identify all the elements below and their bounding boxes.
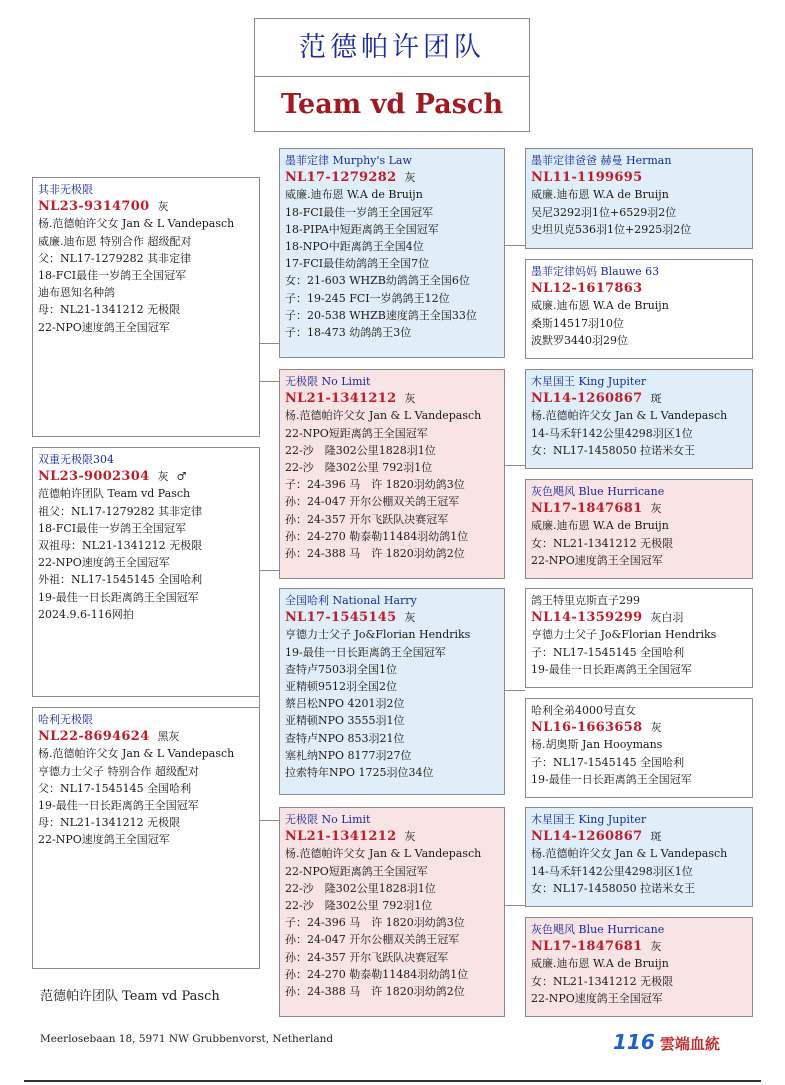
info-line: 22-NPO速度鸽王全国冠军: [38, 833, 170, 847]
logo-number: 116: [613, 1030, 655, 1054]
bird-name: 全国哈利 National Harry: [285, 594, 417, 607]
info-line: 22-沙 隆302公里 792羽1位: [285, 899, 433, 913]
info-line: 14-马禾轩142公里4298羽区1位: [531, 426, 693, 440]
bird-card-g1: [525, 148, 753, 249]
info-line: 杨.范德帕许父女 Jan & L Vandepasch: [38, 217, 235, 231]
info-line: 22-NPO速度鸽王全国冠军: [38, 556, 170, 570]
info-line: 22-沙 隆302公里 792羽1位: [285, 461, 433, 475]
bird-card-g6: [525, 698, 753, 798]
info-line: 22-NPO短距离鸽王全国冠军: [285, 426, 428, 440]
info-line: 22-沙 隆302公里1828羽1位: [285, 881, 436, 895]
bird-name: 无极限 No Limit: [285, 813, 371, 826]
bird-card-sire2: [279, 588, 505, 795]
connector: [504, 905, 525, 906]
info-line: 威廉.迪布恩 W.A de Bruijn: [531, 957, 669, 971]
bird-name: 灰色飓风 Blue Hurricane: [531, 485, 665, 498]
info-line: 母：NL21-1341212 无极限: [38, 303, 181, 317]
bird-name: 其非无极限: [38, 183, 93, 196]
info-line: 2024.9.6-116网拍: [38, 607, 134, 621]
ring-number: NL23-9314700: [38, 199, 150, 215]
bird-card-g3: [525, 369, 753, 469]
bird-name: 双重无极限304: [38, 453, 114, 466]
bird-name: 鸽王特里克斯直子299: [531, 594, 640, 607]
info-line: 杨.范德帕许父女 Jan & L Vandepasch: [531, 847, 728, 861]
info-line: 19-最佳一日长距离鸽王全国冠军: [38, 799, 199, 813]
bird-color: 斑: [650, 392, 662, 406]
bird-color: 灰: [650, 502, 662, 516]
bird-card-dam1: [279, 369, 505, 579]
connector: [504, 245, 525, 246]
sex-icon: ♂: [176, 470, 187, 484]
info-line: 桑斯14517羽10位: [531, 316, 624, 330]
info-line: 22-沙 隆302公里1828羽1位: [285, 443, 436, 457]
info-line: 19-最佳一日长距离鸽王全国冠军: [38, 590, 199, 604]
info-line: 亨德力士父子 特别合作 超级配对: [38, 764, 199, 778]
info-line: 女：21-603 WHZB幼鸽鸽王全国6位: [285, 274, 470, 288]
info-line: 孙：24-388 马 许 1820羽幼鸽2位: [285, 547, 465, 561]
info-line: 14-马禾轩142公里4298羽区1位: [531, 864, 693, 878]
info-line: 18-FCI最佳一岁鸽王全国冠军: [38, 521, 187, 535]
ring-number: NL17-1847681: [531, 939, 643, 955]
info-line: 迪布恩知名种鸽: [38, 286, 115, 300]
ring-number: NL21-1341212: [285, 829, 397, 845]
ring-number: NL14-1260867: [531, 829, 643, 845]
bird-color: 灰: [404, 611, 416, 625]
info-line: 18-PIPA中短距离鸽王全国冠军: [285, 222, 439, 236]
connector: [259, 697, 260, 707]
info-line: 亚精顿9512羽全国2位: [285, 680, 397, 694]
info-line: 孙：24-357 开尔飞跃队决赛冠军: [285, 950, 449, 964]
info-line: 威廉.迪布恩 特别合作 超级配对: [38, 234, 192, 248]
ring-number: NL11-1199695: [531, 170, 643, 186]
info-line: 杨.胡奥斯 Jan Hooymans: [531, 738, 663, 752]
bird-name: 木星国王 King Jupiter: [531, 813, 647, 826]
info-line: 双祖母：NL21-1341212 无极限: [38, 539, 203, 553]
bird-card-g4: [525, 479, 753, 579]
connector: [259, 820, 279, 821]
info-line: 威廉.迪布恩 W.A de Bruijn: [531, 519, 669, 533]
bird-name: 墨菲定律妈妈 Blauwe 63: [531, 265, 660, 278]
bird-color: 灰: [650, 940, 662, 954]
info-line: 子：24-396 马 许 1820羽幼鸽3位: [285, 478, 465, 492]
ring-number: NL17-1545145: [285, 610, 397, 626]
info-line: 孙：24-357 开尔飞跃队决赛冠军: [285, 512, 449, 526]
info-line: 塞札纳NPO 8177羽27位: [285, 748, 412, 762]
info-line: 亨德力士父子 Jo&Florian Hendriks: [285, 628, 471, 642]
info-line: 22-NPO短距离鸽王全国冠军: [285, 864, 428, 878]
logo-116: [613, 1030, 723, 1054]
connector: [504, 690, 525, 691]
ring-number: NL17-1847681: [531, 501, 643, 517]
info-line: 母：NL21-1341212 无极限: [38, 816, 181, 830]
ring-number: NL14-1260867: [531, 391, 643, 407]
info-line: 18-NPO中距离鸽王全国4位: [285, 240, 424, 254]
bird-name: 无极限 No Limit: [285, 375, 371, 388]
info-line: 查特卢7503羽全国1位: [285, 662, 397, 676]
bird-color: 灰: [404, 830, 416, 844]
info-line: 22-NPO速度鸽王全国冠军: [531, 991, 663, 1005]
footer-divider: [24, 1080, 761, 1082]
bird-card-g2: [525, 259, 753, 359]
bird-name: 木星国王 King Jupiter: [531, 375, 647, 388]
bird-name: 墨菲定律爸爸 赫曼 Herman: [531, 154, 672, 167]
info-line: 19-最佳一日长距离鸽王全国冠军: [285, 645, 446, 659]
info-line: 子：20-538 WHZB速度鸽王全国33位: [285, 308, 477, 322]
info-line: 波默罗3440羽29位: [531, 333, 628, 347]
bird-color: 黑灰: [157, 730, 180, 744]
bird-card-sire1: [279, 148, 505, 358]
bird-color: 灰: [157, 470, 169, 484]
info-line: 女：NL21-1341212 无极限: [531, 536, 674, 550]
info-line: 22-NPO速度鸽王全国冠军: [38, 320, 170, 334]
info-line: 孙：24-047 开尔公棚双关鸽王冠军: [285, 495, 460, 509]
connector: [504, 465, 525, 466]
bird-card-g5: [525, 588, 753, 688]
footer-team: 范德帕许团队 Team vd Pasch: [40, 989, 220, 1004]
info-line: 18-FCI最佳一岁鸽王全国冠军: [285, 205, 434, 219]
info-line: 吴尼3292羽1位+6529羽2位: [531, 205, 677, 219]
info-line: 子：NL17-1545145 全国哈利: [531, 755, 685, 769]
bird-card-b2: [32, 447, 260, 697]
footer-address: Meerlosebaan 18, 5971 NW Grubbenvorst, Netherland: [40, 1033, 334, 1045]
bird-name: 灰色飓风 Blue Hurricane: [531, 923, 665, 936]
info-line: 父：NL17-1279282 其非定律: [38, 251, 192, 265]
info-line: 威廉.迪布恩 W.A de Bruijn: [285, 188, 423, 202]
info-line: 威廉.迪布恩 W.A de Bruijn: [531, 188, 669, 202]
info-line: 孙：24-047 开尔公棚双关鸽王冠军: [285, 933, 460, 947]
ring-number: NL17-1279282: [285, 170, 397, 186]
info-line: 孙：24-270 勒泰勒11484羽幼鸽1位: [285, 967, 469, 981]
info-line: 子：18-473 幼鸽鸽王3位: [285, 326, 412, 340]
bird-name: 哈利无极限: [38, 713, 93, 726]
info-line: 范德帕许团队 Team vd Pasch: [38, 487, 191, 501]
connector: [259, 570, 279, 571]
bird-color: 灰: [404, 392, 416, 406]
info-line: 祖父：NL17-1279282 其非定律: [38, 504, 203, 518]
title-english: Team vd Pasch: [281, 89, 503, 120]
info-line: 亚精顿NPO 3555羽1位: [285, 714, 405, 728]
info-line: 拉索特年NPO 1725羽位34位: [285, 766, 434, 780]
info-line: 杨.范德帕许父女 Jan & L Vandepasch: [531, 409, 728, 423]
info-line: 女：NL17-1458050 拉诺米女王: [531, 443, 696, 457]
info-line: 父：NL17-1545145 全国哈利: [38, 781, 192, 795]
connector: [259, 343, 279, 344]
info-line: 19-最佳一日长距离鸽王全国冠军: [531, 772, 692, 786]
bird-card-g7: [525, 807, 753, 907]
bird-color: 灰白羽: [650, 611, 684, 625]
bird-card-dam2: [279, 807, 505, 1017]
bird-card-g8: [525, 917, 753, 1017]
bird-card-b3: [32, 707, 260, 969]
ring-number: NL16-1663658: [531, 720, 643, 736]
bird-card-b1: [32, 177, 260, 437]
ring-number: NL22-8694624: [38, 729, 150, 745]
pedigree-title: [254, 18, 530, 132]
info-line: 杨.范德帕许父女 Jan & L Vandepasch: [285, 847, 482, 861]
bird-color: 灰: [157, 200, 169, 214]
bird-name: 墨菲定律 Murphy's Law: [285, 154, 412, 167]
info-line: 孙：24-388 马 许 1820羽幼鸽2位: [285, 985, 465, 999]
connector: [259, 381, 279, 382]
info-line: 孙：24-270 勒泰勒11484羽幼鸽1位: [285, 529, 469, 543]
info-line: 查特卢NPO 853羽21位: [285, 731, 405, 745]
info-line: 杨.范德帕许父女 Jan & L Vandepasch: [38, 747, 235, 761]
info-line: 子：NL17-1545145 全国哈利: [531, 645, 685, 659]
info-line: 女：NL17-1458050 拉诺米女王: [531, 881, 696, 895]
info-line: 女：NL21-1341212 无极限: [531, 974, 674, 988]
logo-text: 雲端血統: [659, 1035, 720, 1053]
ring-number: NL21-1341212: [285, 391, 397, 407]
info-line: 17-FCI最佳幼鸽鸽王全国7位: [285, 257, 430, 271]
bird-color: 灰: [404, 171, 416, 185]
info-line: 史坦贝克536羽1位+2925羽2位: [531, 222, 692, 236]
info-line: 威廉.迪布恩 W.A de Bruijn: [531, 299, 669, 313]
info-line: 子：24-396 马 许 1820羽幼鸽3位: [285, 916, 465, 930]
info-line: 外祖：NL17-1545145 全国哈利: [38, 573, 203, 587]
info-line: 22-NPO速度鸽王全国冠军: [531, 553, 663, 567]
info-line: 蔡吕松NPO 4201羽2位: [285, 697, 405, 711]
ring-number: NL23-9002304: [38, 469, 150, 485]
info-line: 19-最佳一日长距离鸽王全国冠军: [531, 662, 692, 676]
bird-color: 灰: [650, 721, 662, 735]
info-line: 子：19-245 FCI一岁鸽鸽王12位: [285, 291, 450, 305]
bird-color: 斑: [650, 830, 662, 844]
bird-name: 哈利全弟4000号直女: [531, 704, 636, 717]
info-line: 杨.范德帕许父女 Jan & L Vandepasch: [285, 409, 482, 423]
info-line: 亨德力士父子 Jo&Florian Hendriks: [531, 628, 717, 642]
title-chinese: 范德帕许团队: [255, 19, 529, 77]
ring-number: NL12-1617863: [531, 281, 643, 297]
info-line: 18-FCI最佳一岁鸽王全国冠军: [38, 269, 187, 283]
ring-number: NL14-1359299: [531, 610, 643, 626]
